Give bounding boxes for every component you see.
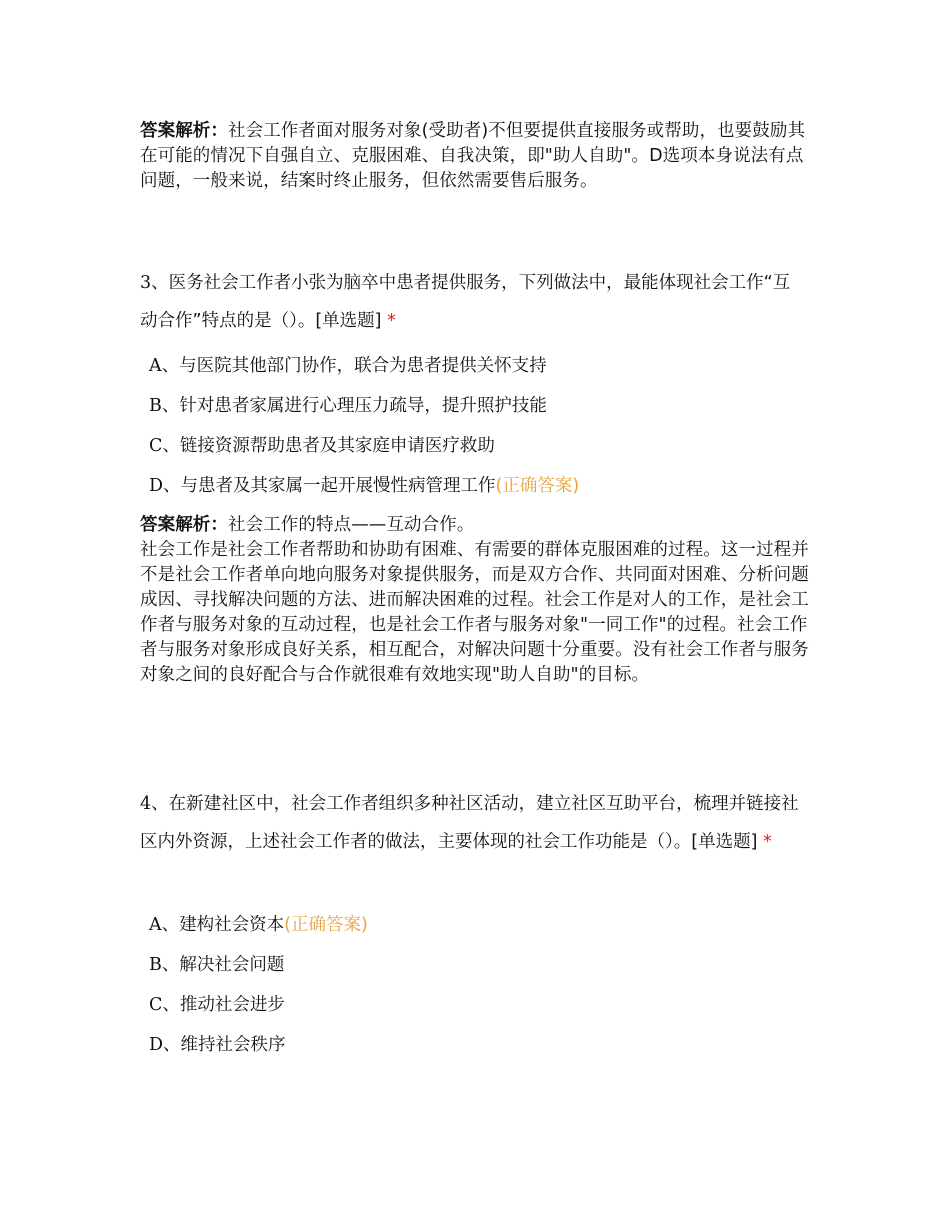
required-marker: * <box>387 311 396 331</box>
option-letter: A、 <box>149 356 180 376</box>
option-d[interactable] <box>140 1025 820 1065</box>
option-letter: B、 <box>149 955 180 975</box>
answer-analysis-q2 <box>140 119 812 194</box>
option-letter: D、 <box>149 1035 181 1055</box>
option-b[interactable] <box>140 386 820 426</box>
analysis-body: 社会工作是社会工作者帮助和协助有困难、有需要的群体克服困难的过程。这一过程并不是社会工作者单向地向服务对象提供服务，而是双方合作、共同面对困难、分析问题成因、寻找解决问题的方法、进而解决困难的过程。社会工作是对人的工作，是社会工作者与服务对象的互动过程，也是社会工作者与服务对象"一同工作"的过程。社会工作者与服务对象形成良好关系，相互配合，对解决问题十分重要。没有社会工作者与服务对象之间的良好配合与合作就很难有效地实现"助人自助"的目标。 <box>140 540 809 685</box>
option-text: 建构社会资本 <box>179 915 285 935</box>
option-text: 与患者及其家属一起开展慢性病管理工作 <box>180 476 496 496</box>
options-q4 <box>140 905 820 1065</box>
question-number: 4、 <box>140 794 169 814</box>
question-type: [单选题] <box>315 311 382 331</box>
analysis-paragraph <box>140 119 812 194</box>
correct-answer-tag: (正确答案) <box>495 476 580 496</box>
analysis-heading-line <box>140 513 816 538</box>
option-b[interactable] <box>140 945 820 985</box>
option-letter: C、 <box>149 995 180 1015</box>
option-c[interactable] <box>140 985 820 1025</box>
option-text: 针对患者家属进行心理压力疏导，提升照护技能 <box>179 396 547 416</box>
analysis-label: 答案解析： <box>140 515 228 535</box>
analysis-line1: 社会工作的特点——互动合作。 <box>228 515 475 535</box>
required-marker: * <box>762 832 772 852</box>
option-a[interactable] <box>140 905 820 945</box>
question-text: 医务社会工作者小张为脑卒中患者提供服务，下列做法中，最能体现社会工作“互动合作”特点的是（）。 <box>140 273 791 331</box>
option-text: 维持社会秩序 <box>180 1035 286 1055</box>
answer-analysis-q3 <box>140 513 816 688</box>
option-letter: D、 <box>149 476 181 496</box>
option-text: 链接资源帮助患者及其家庭申请医疗救助 <box>179 436 495 456</box>
options-q3 <box>140 346 820 506</box>
option-letter: C、 <box>149 436 180 456</box>
analysis-text: 社会工作者面对服务对象(受助者)不但要提供直接服务或帮助，也要鼓励其在可能的情况下自强自立、克服困难、自我决策，即"助人自助"。D选项本身说法有点问题，一般来说，结案时终止服务，但依然需要售后服务。 <box>140 121 806 191</box>
question-type: [单选题] <box>691 832 758 852</box>
option-text: 与医院其他部门协作，联合为患者提供关怀支持 <box>179 356 547 376</box>
option-letter: B、 <box>149 396 180 416</box>
option-letter: A、 <box>149 915 180 935</box>
correct-answer-tag: (正确答案) <box>284 915 368 935</box>
analysis-label: 答案解析： <box>140 121 228 141</box>
question-3 <box>140 264 800 340</box>
question-number: 3、 <box>140 273 169 293</box>
option-a[interactable] <box>140 346 820 386</box>
option-text: 推动社会进步 <box>179 995 285 1015</box>
question-4 <box>140 785 808 861</box>
option-d[interactable] <box>140 466 820 506</box>
question-text: 在新建社区中，社会工作者组织多种社区活动，建立社区互助平台，梳理并链接社区内外资源，上述社会工作者的做法，主要体现的社会工作功能是（）。 <box>140 794 799 852</box>
option-text: 解决社会问题 <box>179 955 285 975</box>
option-c[interactable] <box>140 426 820 466</box>
